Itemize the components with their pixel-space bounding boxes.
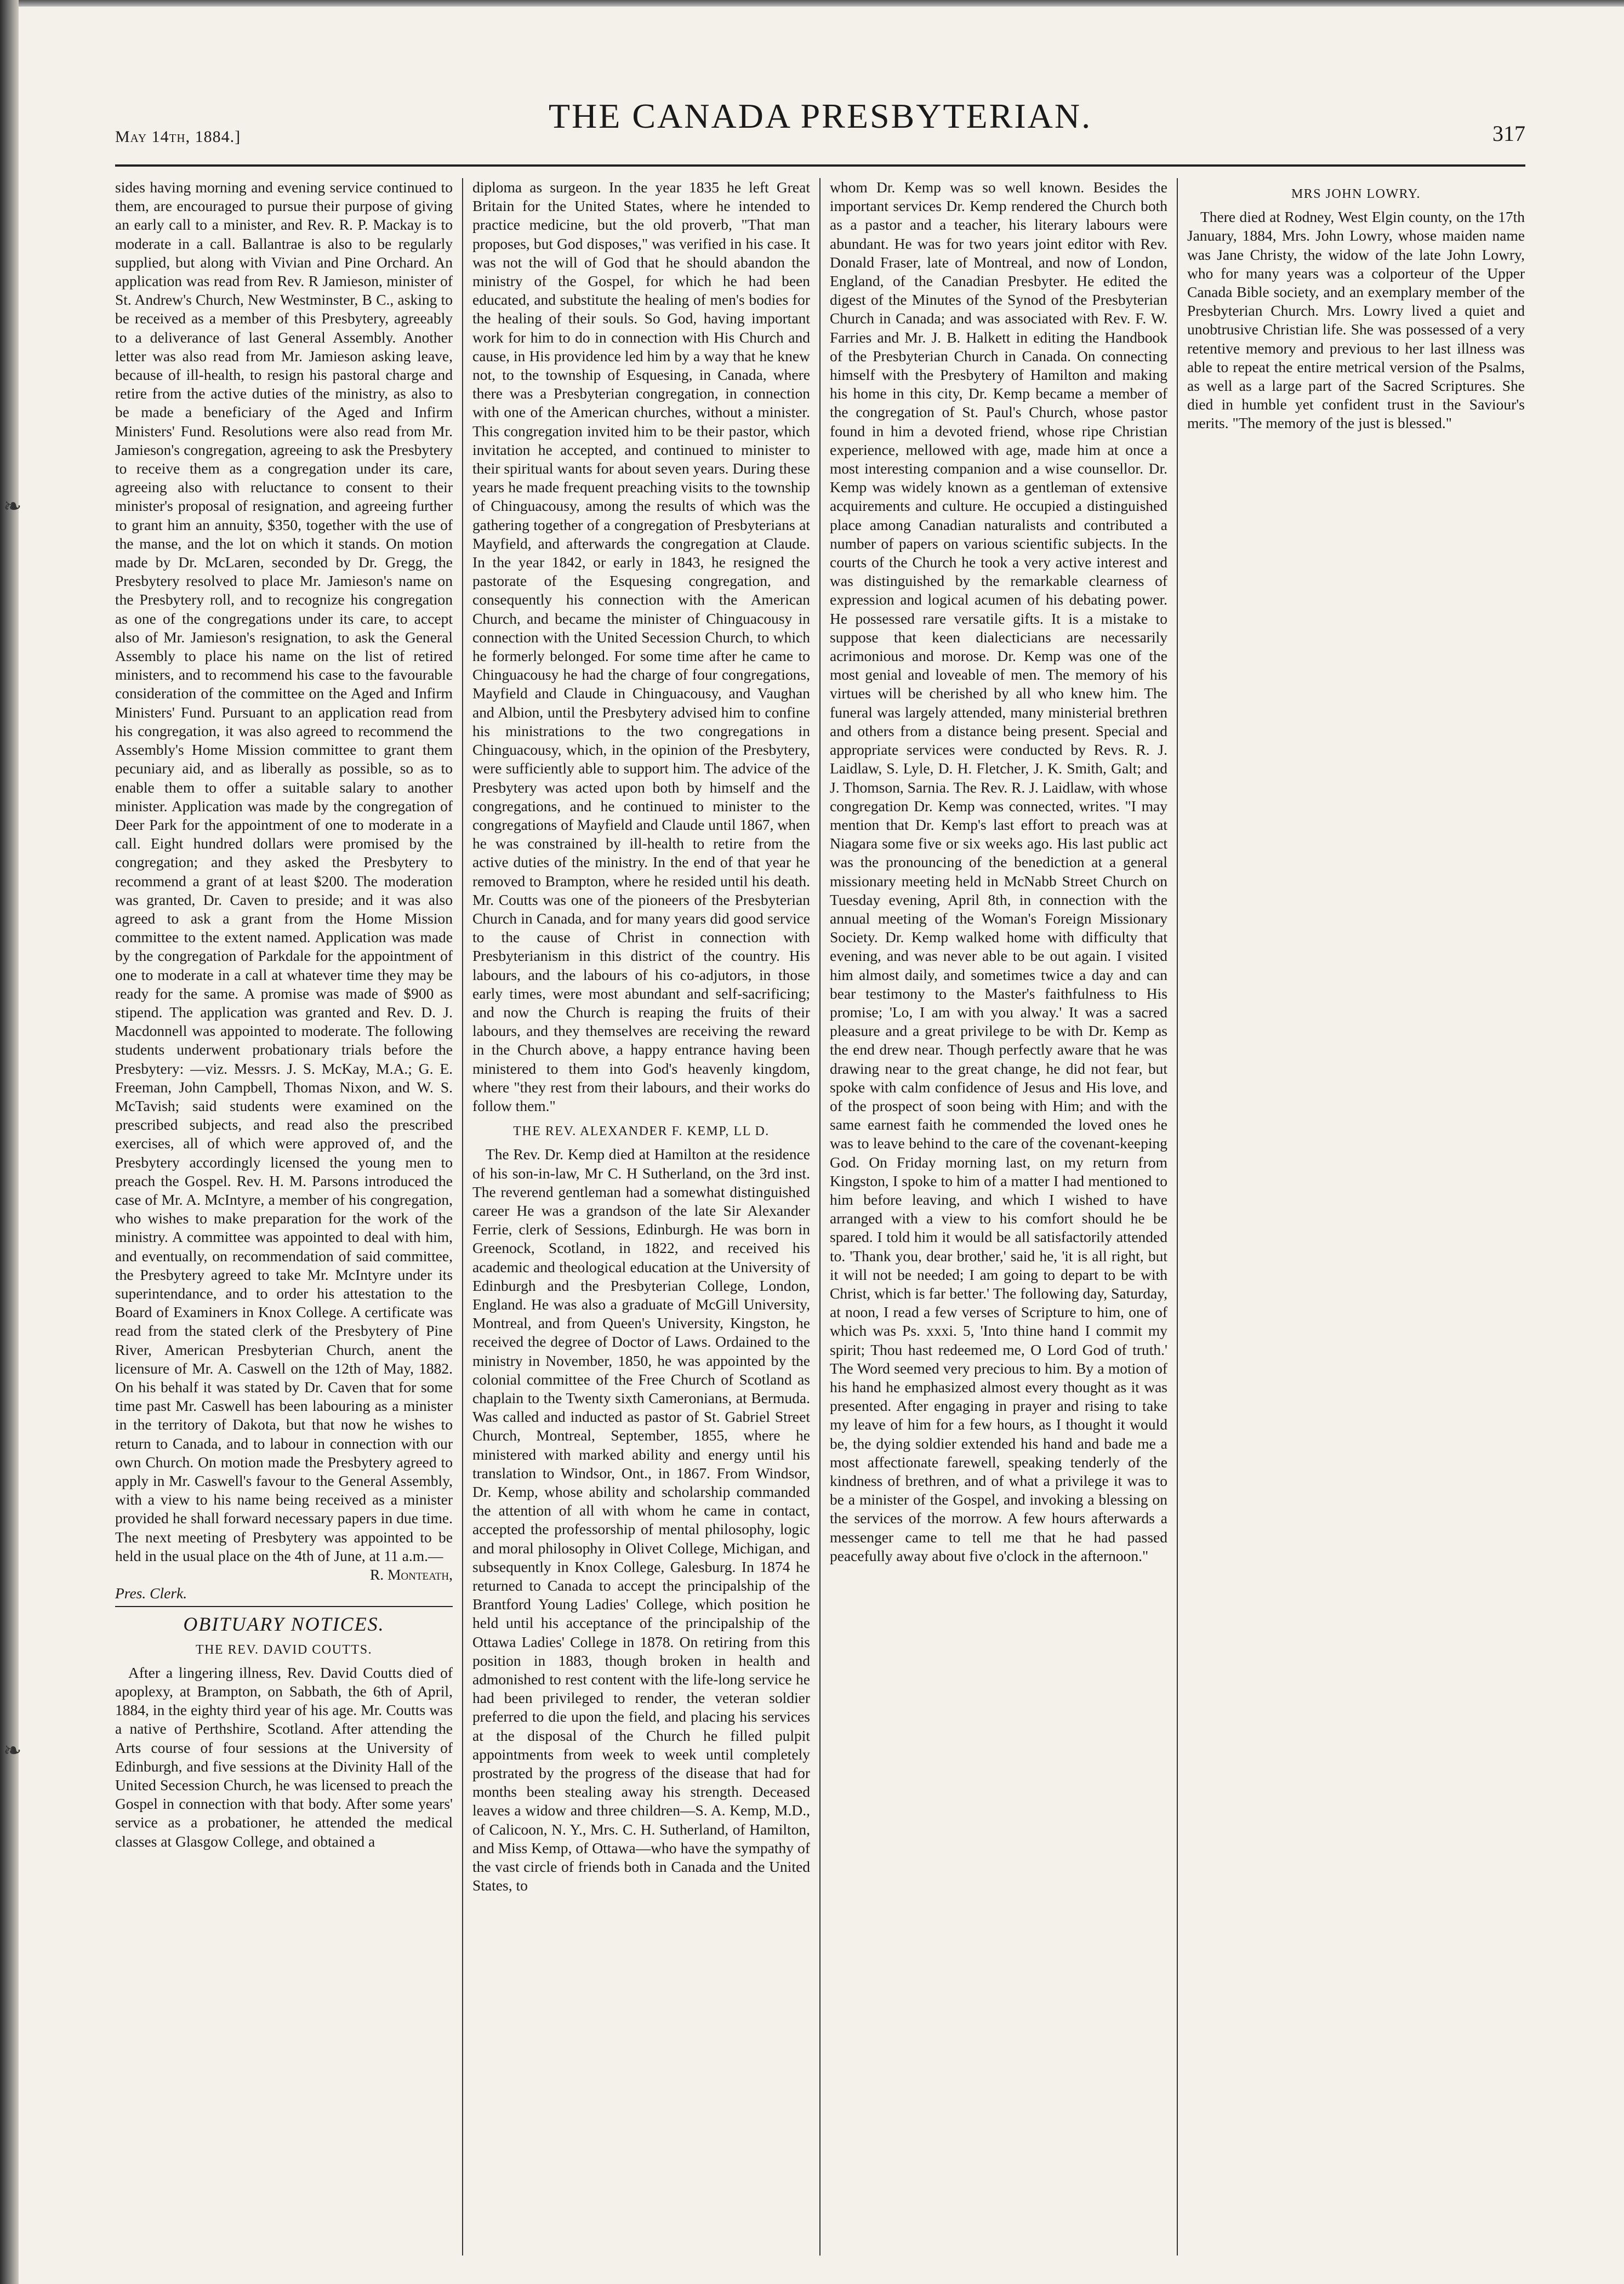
- page-binding-edge: [0, 0, 19, 2284]
- section-title: OBITUARY NOTICES.: [183, 1613, 385, 1636]
- column-rule: [1177, 178, 1178, 2255]
- margin-mark: ❧: [3, 1738, 22, 1763]
- column-1: [115, 178, 453, 2255]
- obituary-text: There died at Rodney, West Elgin county, on the 17th January, 1884, Mrs. John Lowry, whose maiden name was Jane Christy, the widow of the late John Lowry, who for many years was a colporteur of the Upper Canada Bible society, and an exemplary member of the Presbyterian Church. Mrs. Lowry lived a quiet and unobtrusive Christian life. She was possessed of a very retentive memory and previous to her last illness was able to repeat the entire metrical version of the Psalms, as well as a large part of the Sacred Scriptures. She died in humble yet confident trust in the Saviour's merits. "The memory of the just is blessed.": [1187, 208, 1525, 432]
- obituary-text: After a lingering illness, Rev. David Coutts died of apoplexy, at Brampton, on Sabbath, the 6th of April, 1884, in the eighty third year of his age. Mr. Coutts was a native of Perthshire, Scotland. After attending the Arts course of four sessions at the University of Edinburgh, and five sessions at the Divinity Hall of the United Secession Church, he was licensed to preach the Gospel in connection with that body. After some years' service as a probationer, he attended the medical classes at Glasgow College, and obtained a: [115, 1664, 453, 1850]
- column-3: [830, 178, 1167, 2255]
- column-rule: [819, 178, 820, 2255]
- signature-title: Pres. Clerk.: [115, 1585, 187, 1602]
- report-signature: R. Monteath,: [369, 1566, 453, 1584]
- column-4: [1187, 178, 1525, 2255]
- column-2: [472, 178, 810, 2255]
- obituary-text: The Rev. Dr. Kemp died at Hamilton at the residence of his son-in-law, Mr C. H Sutherland, on the 3rd inst. The reverend gentleman had a somewhat distinguished career He was a grandson of the late Sir Alexander Ferrie, clerk of Sessions, Edinburgh. He was born in Greenock, Scotland, in 1822, and received his academic and theological education at the University of Edinburgh and the Presbyterian College, London, England. He was also a graduate of McGill University, Montreal, and from Queen's University, Kingston, he received the degree of Doctor of Laws. Ordained to the ministry in November, 1850, he was appointed by the colonial committee of the Free Church of Scotland as chaplain to the Twenty sixth Cameronians, at Bermuda. Was called and inducted as pastor of St. Gabriel Street Church, Montreal, September, 1855, where he ministered with marked ability and energy until his translation to Windsor, Ont., in 1867. From Windsor, Dr. Kemp, whose ability and scholarship commanded the attention of all with whom he came in contact, accepted the professorship of mental philosophy, logic and moral philosophy in Olivet College, Michigan, and subsequently in Knox College, Galesburg. In 1874 he returned to Canada to accept the principalship of the Brantford Young Ladies' College, which position he held until his acceptance of the principalship of the Ottawa Ladies' College in 1878. On retiring from this position in 1883, though broken in health and admonished to rest content with the life-long service he had been privileged to render, the veteran soldier preferred to die upon the field, and placing his services at the disposal of the Church he filled pulpit appointments from week to week until completely prostrated by the progress of the disease that had for months been stealing away his strength. Deceased leaves a widow and three children—S. A. Kemp, M.D., of Calicoon, N. Y., Mrs. C. H. Sutherland, of Hamilton, and Miss Kemp, of Ottawa—who have the sympathy of the vast circle of friends both in Canada and the United States, to: [472, 1146, 810, 1894]
- header-rule: [115, 164, 1525, 167]
- obituary-text: diploma as surgeon. In the year 1835 he left Great Britain for the United States, where he intended to practice medicine, but the old proverb, "That man proposes, but God disposes," was verified in his case. It was not the will of God that he should abandon the ministry of the Gospel, for which he had been educated, and substitute the healing of men's bodies for the healing of their souls. So God, having important work for him to do in connection with His Church and cause, in His providence led him by a way that he knew not, to the township of Esquesing, in Canada, where there was a Presbyterian congregation, in connection with one of the American churches, without a minister. This congregation invited him to be their pastor, which invitation he accepted, and continued to minister to their spiritual wants for about seven years. During these years he made frequent preaching visits to the township of Chinguacousy, among the results of which was the gathering together of a congregation of Presbyterians at Mayfield, and afterwards the congregation at Claude. In the year 1842, or early in 1843, he resigned the pastorate of the Esquesing congregation, and consequently his connection with the American Church, and became the minister of Chinguacousy in connection with the United Secession Church, to which he formerly belonged. For some time after he came to Chinguacousy he had the charge of four congregations, Mayfield and Claude in Chinguacousy, and Vaughan and Albion, until the Presbytery advised him to confine his ministrations to the two congregations in Chinguacousy, which, in the opinion of the Presbytery, were sufficiently able to support him. The advice of the Presbytery was acted upon both by himself and the congregations, and he continued to minister to the congregations of Mayfield and Claude until 1867, when he was constrained by ill-health to retire from the active duties of the ministry. In the end of that year he removed to Brampton, where he resided until his death. Mr. Coutts was one of the pioneers of the Presbyterian Church in Canada, and for many years did good service to the cause of Christ in connection with Presbyterianism in this district of the country. His labours, and the labours of his co-adjutors, in those early times, were most abundant and self-sacrificing; and now the Church is reaping the fruits of their labours, and they themselves are receiving the reward in the Church above, a happy entrance having been ministered to them into God's heavenly kingdom, where "they rest from their labours, and their works do follow them.": [472, 179, 810, 1114]
- page-number: 317: [1492, 121, 1525, 146]
- margin-mark: ❧: [3, 494, 22, 519]
- issue-date: May 14th, 1884.]: [115, 128, 241, 146]
- newspaper-title: THE CANADA PRESBYTERIAN.: [548, 96, 1092, 135]
- article-columns: [115, 178, 1525, 2255]
- presbytery-report: sides having morning and evening service continued to them, are encouraged to pursue their purpose of giving an early call to a minister, and Rev. R. P. Mackay is to moderate in a call. Ballantrae is also to be regularly supplied, but along with Vivian and Pine Orchard. An application was read from Rev. R Jamieson, minister of St. Andrew's Church, New Westminster, B C., asking to be received as a member of this Presbytery, agreeably to a deliverance of last General Assembly. Another letter was also read from Mr. Jamieson asking leave, because of ill-health, to resign his pastoral charge and retire from the active duties of the ministry, as also to be made a beneficiary of the Aged and Infirm Ministers' Fund. Resolutions were also read from Mr. Jamieson's congregation, agreeing to ask the Presbytery to receive them as a congregation under its care, agreeing also with reluctance to consent to their minister's proposal of resignation, and agreeing further to grant him an annuity, $350, together with the use of the manse, and the lot on which it stands. On motion made by Dr. McLaren, seconded by Dr. Gregg, the Presbytery resolved to place Mr. Jamieson's name on the Presbytery roll, and to recognize his congregation as one of the congregations under its care, to accept also of Mr. Jamieson's resignation, to ask the General Assembly to place his name on the list of retired ministers, and to recommend his case to the favourable consideration of the committee on the Aged and Infirm Ministers' Fund. Pursuant to an application read from his congregation, it was also agreed to recommend the Assembly's Home Mission committee to grant them pecuniary aid, and as liberally as possible, so as to enable them to offer a suitable salary to another minister. Application was made by the congregation of Deer Park for the appointment of one to moderate in a call. Eight hundred dollars were promised by the congregation; and they asked the Presbytery to recommend a grant of at least $200. The moderation was granted, Dr. Caven to preside; and it was also agreed to ask a grant from the Home Mission committee to the extent named. Application was made by the congregation of Parkdale for the appointment of one to moderate in a call at whatever time they may be ready for the same. A promise was made of $900 as stipend. The application was granted and Rev. D. J. Macdonnell was appointed to moderate. The following students underwent probationary trials before the Presbytery: —viz. Messrs. J. S. McKay, M.A.; G. E. Freeman, John Campbell, Thomas Nixon, and W. S. McTavish; said students were examined on the prescribed subjects, and read also the prescribed exercises, all of which were approved of, and the Presbytery accordingly licensed the young men to preach the Gospel. Rev. H. M. Parsons introduced the case of Mr. A. McIntyre, a member of his congregation, who wishes to make preparation for the work of the ministry. A committee was appointed to deal with him, and eventually, on recommendation of said committee, the Presbytery agreed to take Mr. McIntyre under its superintendance, and to order his attestation to the Board of Examiners in Knox College. A certificate was read from the stated clerk of the Presbytery of Pine River, American Presbyterian Church, anent the licensure of Mr. A. Caswell on the 12th of May, 1882. On his behalf it was stated by Dr. Caven that for some time past Mr. Caswell has been labouring as a minister in the territory of Dakota, but that now he wishes to return to Canada, and to labour in connection with our own Church. On motion made the Presbytery agreed to apply in Mr. Caswell's favour to the General Assembly, with a view to his name being received as a minister provided he shall forward necessary papers in due time. The next meeting of Presbytery was appointed to be held in the usual place on the 4th of June, at 11 a.m.—: [115, 179, 453, 1564]
- obituary-heading: THE REV. ALEXANDER F. KEMP, LL D.: [513, 1124, 770, 1139]
- section-divider: [115, 1606, 453, 1607]
- obituary-heading: THE REV. DAVID COUTTS.: [195, 1642, 373, 1657]
- obituary-heading: MRS JOHN LOWRY.: [1291, 187, 1421, 201]
- top-edge: [19, 0, 1624, 7]
- obituary-text: whom Dr. Kemp was so well known. Besides the important services Dr. Kemp rendered the Church both as a pastor and a teacher, his literary labours were abundant. He was for two years joint editor with Rev. Donald Fraser, late of Montreal, and now of London, England, of the Canadian Presbyter. He edited the digest of the Minutes of the Synod of the Presbyterian Church in Canada; and was associated with Rev. F. W. Farries and Mr. J. B. Halkett in editing the Handbook of the Presbyterian Church in Canada. On connecting himself with the Presbytery of Hamilton and making his home in this city, Dr. Kemp became a member of the congregation of St. Paul's Church, whose pastor found in him a devoted friend, whose ripe Christian experience, mellowed with age, made him at once a most interesting companion and a wise counsellor. Dr. Kemp was widely known as a gentleman of extensive acquirements and culture. He occupied a distinguished place among Canadian naturalists and contributed a number of papers on various scientific subjects. In the courts of the Church he took a very active interest and was distinguished by the remarkable clearness of expression and logical acumen of his debating power. He possessed rare versatile gifts. It is a mistake to suppose that keen dialecticians are necessarily acrimonious and morose. Dr. Kemp was one of the most genial and loveable of men. The memory of his virtues will be cherished by all who knew him. The funeral was largely attended, many ministerial brethren and others from a distance being present. Special and appropriate services were conducted by Revs. R. J. Laidlaw, S. Lyle, D. H. Fletcher, J. K. Smith, Galt; and J. Thomson, Sarnia. The Rev. R. J. Laidlaw, with whose congregation Dr. Kemp was connected, writes. "I may mention that Dr. Kemp's last effort to preach was at Niagara some five or six weeks ago. His last public act was the pronouncing of the benediction at a general missionary meeting held in McNabb Street Church on Tuesday evening, April 8th, in connection with the annual meeting of the Woman's Foreign Missionary Society. Dr. Kemp walked home with difficulty that evening, and was never able to be out again. I visited him almost daily, and sometimes twice a day and can bear testimony to the Master's faithfulness to His promise; 'Lo, I am with you alway.' It was a sacred pleasure and a great privilege to be with Dr. Kemp as the end drew near. Though perfectly aware that he was drawing near to the great change, he did not fear, but spoke with calm confidence of Jesus and His love, and of the prospect of soon being with Him; and with the same earnest faith he commended the loved ones he was to leave behind to the care of the covenant-keeping God. On Friday morning last, on my return from Kingston, I spoke to him of a matter I had mentioned to him before leaving, and which I wished to have arranged with a view to his comfort should he be spared. I told him it would be all satisfactorily attended to. 'Thank you, dear brother,' said he, 'it is all right, but it will not be needed; I am going to depart to be with Christ, which is far better.' The following day, Saturday, at noon, I read a few verses of Scripture to him, one of which was Ps. xxxi. 5, 'Into thine hand I commit my spirit; Thou hast redeemed me, O Lord God of truth.' The Word seemed very precious to him. By a motion of his hand he emphasized almost every thought as it was presented. After engaging in prayer and rising to take my leave of him for a few hours, as I thought it would be, the dying soldier extended his hand and bade me a most affectionate farewell, speaking tenderly of the kindness of brethren, and of what a privilege it was to be a minister of the Gospel, and invoking a blessing on the services of the morrow. A few hours afterwards a messenger came to tell me that he had passed peacefully away about five o'clock in the afternoon.": [830, 179, 1167, 1564]
- masthead: [115, 96, 1525, 156]
- column-rule: [462, 178, 463, 2255]
